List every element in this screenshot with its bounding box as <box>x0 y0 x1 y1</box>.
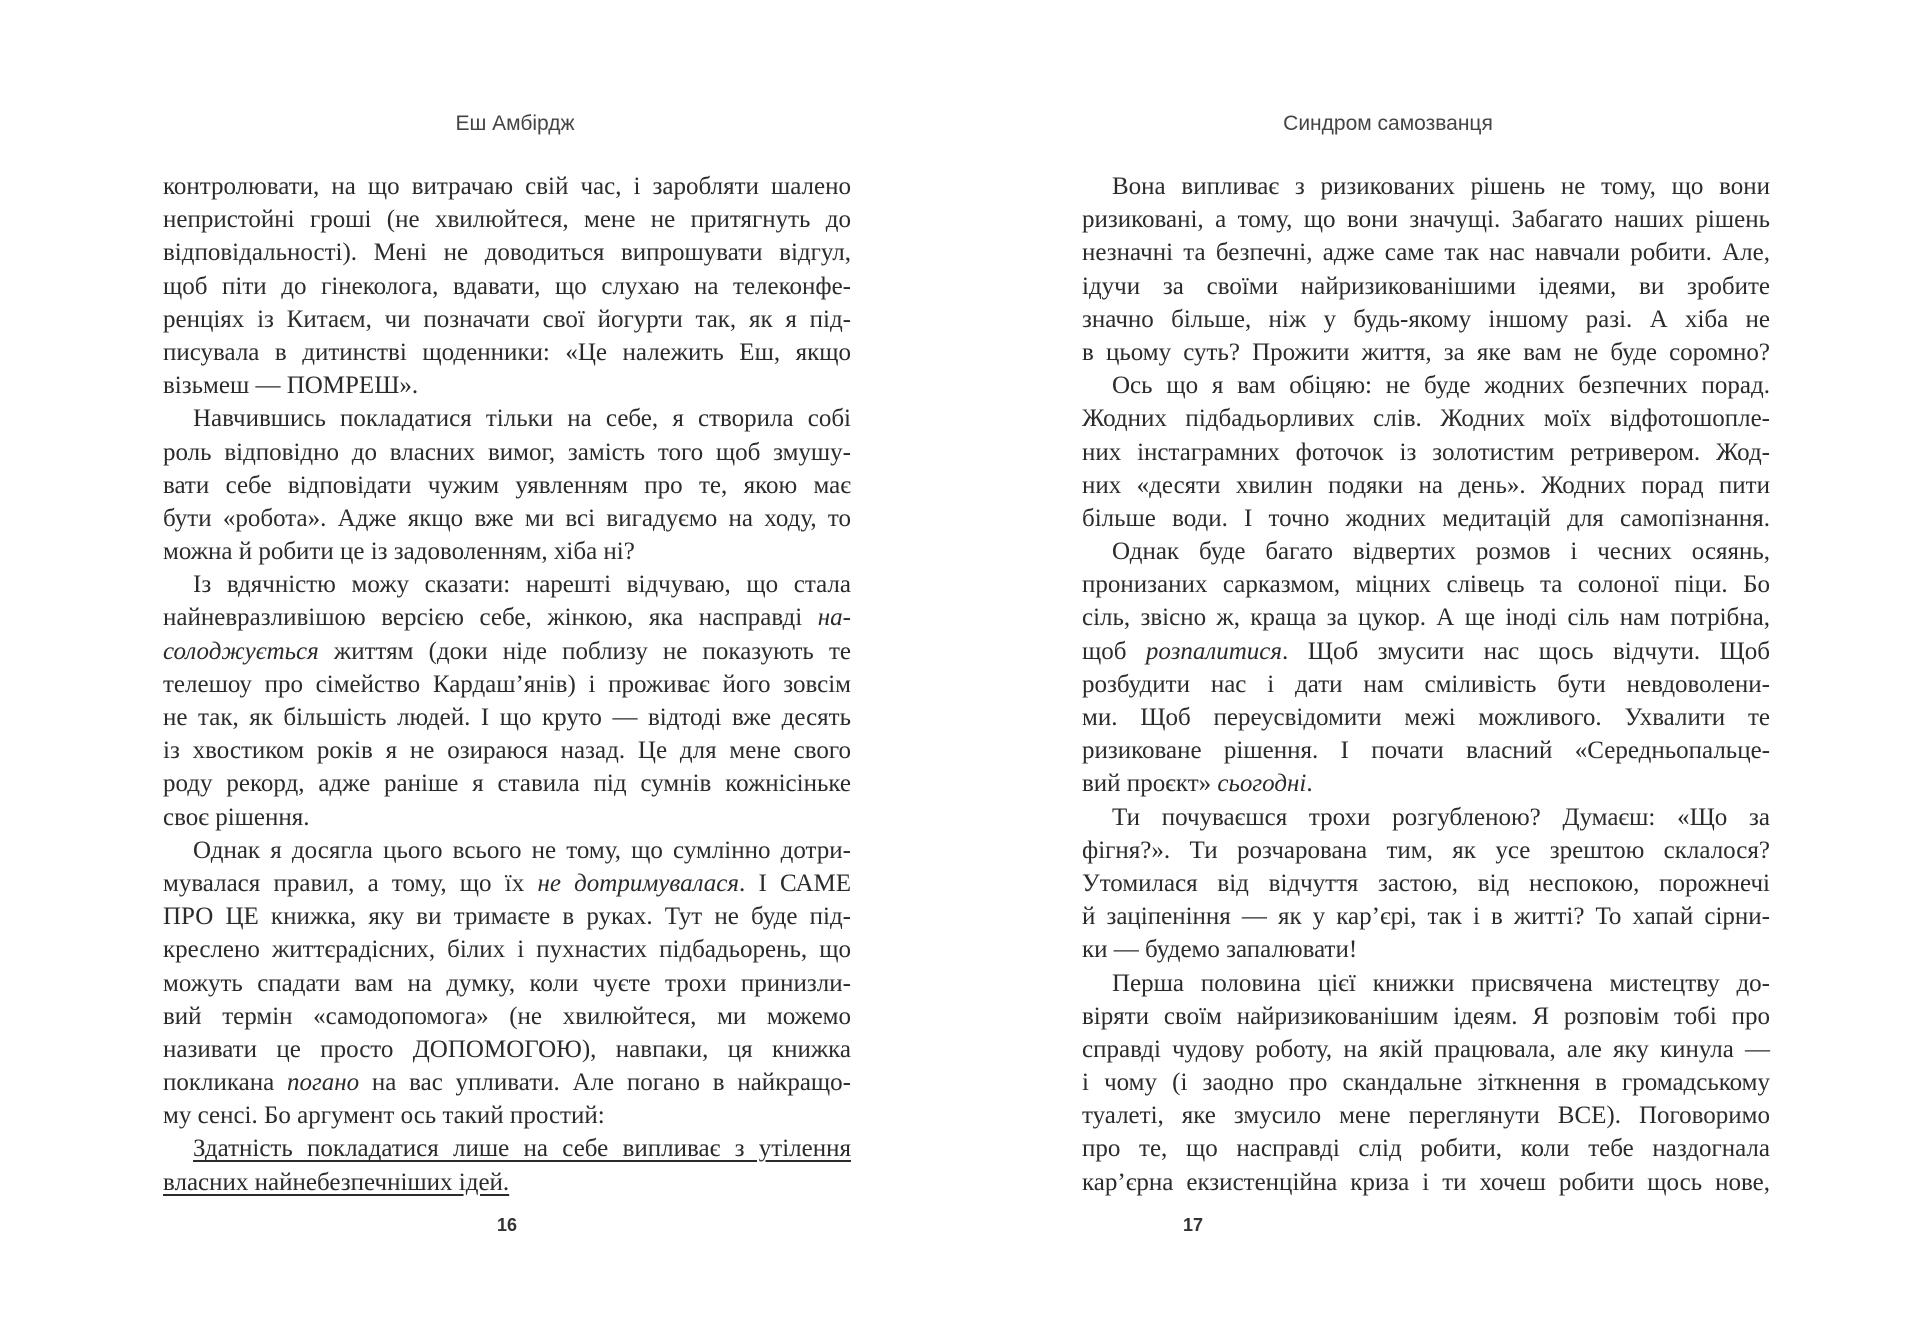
text-line <box>163 369 851 402</box>
emphasis: сьогодні <box>1217 770 1307 798</box>
text-line <box>1082 1166 1770 1199</box>
text-line-content: ренціях із Китаєм, чи позначати свої йогурти так, як я під- <box>163 305 851 333</box>
text-line-content: роль відповідно до власних вимог, замість того щоб змушу- <box>163 438 851 466</box>
text-line-content: му сенсі. Бо аргумент ось такий простий: <box>163 1102 605 1130</box>
text-line-content: Навчившись покладатися тільки на себе, я створила собі <box>193 405 851 433</box>
text-line <box>163 1066 851 1099</box>
text-line <box>1082 601 1770 634</box>
text-line <box>1082 1066 1770 1099</box>
text-line-content: Утомилася від відчуття застою, від неспокою, порожнечі <box>1082 869 1770 897</box>
text-line-content <box>1082 770 1313 797</box>
text-line-content: фігня?». Ти розчарована тим, як усе зрештою склалося? <box>1082 836 1770 864</box>
text-segment: мувалася правил, а тому, що їх <box>163 869 538 897</box>
text-line <box>163 535 851 568</box>
text-line-content <box>163 870 851 897</box>
underlined-statement: Здатність покладатися лише на себе випливає з утілення <box>193 1135 851 1163</box>
text-line <box>163 1033 851 1066</box>
text-line <box>1082 734 1770 767</box>
text-line-content: й заціпеніння — як у кар’єрі, так і в житті? То хапай сірни- <box>1082 903 1770 931</box>
underlined-statement: власних найнебезпечніших ідей. <box>163 1168 510 1196</box>
running-head-title: Синдром самозванця <box>1283 112 1493 135</box>
text-line <box>1082 668 1770 701</box>
right-page-body <box>1082 170 1770 1199</box>
text-line <box>163 203 851 236</box>
emphasis: розпалитися <box>1145 637 1283 665</box>
text-line-content: ідучи за своїми найризикованішими ідеями, ви зробите <box>1082 272 1770 300</box>
text-line-content: візьмеш — ПОМРЕШ». <box>163 372 419 400</box>
text-line <box>163 701 851 734</box>
text-line <box>1082 270 1770 303</box>
text-line-content: можуть спадати вам на думку, коли чуєте трохи принизли- <box>163 969 851 997</box>
text-line-content: непристойні гроші (не хвилюйтеся, мене не притягнуть до <box>163 206 851 234</box>
text-line <box>1082 867 1770 900</box>
text-line <box>1082 436 1770 469</box>
text-line <box>1082 1033 1770 1066</box>
text-line <box>163 734 851 767</box>
text-line <box>1082 967 1770 1000</box>
text-line-content: Однак я досягла цього всього не тому, що сумлінно дотри- <box>193 836 851 864</box>
text-line <box>163 502 851 535</box>
text-line <box>1082 336 1770 369</box>
text-segment: щоб <box>1082 637 1146 665</box>
text-line-content: Вона випливає з ризикованих рішень не тому, що вони <box>1112 173 1770 200</box>
text-line-content: незначні та безпечні, адже саме так нас навчали робити. Але, <box>1082 239 1770 267</box>
text-segment: найневразливішою версією себе, жінкою, яка насправді <box>163 604 818 632</box>
text-line-content: бути «робота». Адже якщо вже ми всі вигадуємо на ходу, то <box>163 504 851 532</box>
text-line-content: Однак буде багато відвертих розмов і чесних осяянь, <box>1112 538 1770 566</box>
text-line-content: роду рекорд, адже раніше я ставила під сумнів кожнісіньке <box>163 770 851 798</box>
text-line-content: називати це просто ДОПОМОГОЮ), навпаки, ця книжка <box>163 1035 851 1063</box>
text-line-content: сіль, звісно ж, краща за цукор. А ще іноді сіль нам потрібна, <box>1082 604 1770 632</box>
text-segment: . І САМЕ <box>739 869 852 897</box>
emphasis: не дотримувалася <box>537 869 740 897</box>
text-line-content: Перша половина цієї книжки присвячена мистецтву до- <box>1112 969 1770 997</box>
page-number-right: 17 <box>1182 1215 1204 1235</box>
text-line-content: своє рішення. <box>163 803 310 831</box>
text-line <box>163 668 851 701</box>
left-page-body <box>163 170 851 1199</box>
text-line <box>1082 535 1770 568</box>
text-line-content: віряти своїм найризикованішим ідеям. Я розповім тобі про <box>1082 1002 1770 1030</box>
text-line-content: писувала в дитинстві щоденники: «Це належить Еш, якщо <box>163 338 851 366</box>
text-line <box>1082 767 1770 800</box>
text-line <box>1082 834 1770 867</box>
text-segment: . <box>1306 770 1313 798</box>
text-line <box>163 1166 851 1199</box>
text-line-content: щоб піти до гінеколога, вдавати, що слухаю на телеконфе- <box>163 272 851 300</box>
text-line <box>163 635 851 668</box>
text-line-content <box>1082 638 1770 665</box>
text-line-content: туалеті, яке змусило мене переглянути ВСЕ). Поговоримо <box>1082 1102 1770 1130</box>
text-line-content: ки — будемо запалювати! <box>1082 936 1358 964</box>
text-line-content: і чому (і заодно про скандальне зіткнення в громадському <box>1082 1069 1770 1097</box>
emphasis: на- <box>817 604 851 632</box>
text-line-content: в цьому суть? Прожити життя, за яке вам не буде соромно? <box>1082 338 1770 366</box>
text-line <box>1082 1099 1770 1132</box>
text-line-content: кар’єрна екзистенційна криза і ти хочеш робити щось нове, <box>1082 1168 1770 1196</box>
text-line <box>1082 170 1770 203</box>
text-line-content: значно більше, ніж у будь-якому іншому разі. А хіба не <box>1082 305 1770 333</box>
text-line <box>163 568 851 601</box>
text-line <box>1082 635 1770 668</box>
text-line <box>163 236 851 269</box>
text-line-content: них інстаграмних фоточок із золотистим ретривером. Жод- <box>1082 438 1770 466</box>
text-line <box>1082 469 1770 502</box>
text-line-content: із хвостиком років я не озираюся назад. Це для мене свого <box>163 737 851 765</box>
text-line-content: вати себе відповідати чужим уявленням про те, якою має <box>163 471 851 499</box>
text-segment: покликана <box>163 1069 287 1097</box>
running-head-author: Еш Амбірдж <box>455 112 575 135</box>
text-line <box>163 1099 851 1132</box>
text-line-content: Із вдячністю можу сказати: нарешті відчуваю, що стала <box>193 571 851 599</box>
text-line-content: ПРО ЦЕ книжка, яку ви тримаєте в руках. Тут не буде під- <box>163 903 851 931</box>
text-line-content: відповідальності). Мені не доводиться випрошувати відгул, <box>163 239 851 267</box>
text-line-content: креслено життєрадісних, білих і пухнастих підбадьорень, що <box>163 936 851 964</box>
text-line-content: Жодних підбадьорливих слів. Жодних моїх відфотошопле- <box>1082 405 1770 433</box>
text-line-content: них «десяти хвилин подяки на день». Жодних порад пити <box>1082 471 1770 499</box>
text-segment: вий проєкт» <box>1082 770 1218 798</box>
text-line <box>1082 402 1770 435</box>
text-line-content: не так, як більшість людей. І що круто — відтоді вже десять <box>163 704 851 731</box>
text-line-content: розбудити нас і дати нам сміливість бути невдоволени- <box>1082 670 1770 698</box>
text-line-content <box>163 638 851 665</box>
text-line <box>1082 236 1770 269</box>
text-line-content <box>163 604 851 631</box>
text-line-content: телешоу про сімейство Кардаш’янів) і проживає його зовсім <box>163 670 851 698</box>
text-line <box>163 336 851 369</box>
text-line <box>163 933 851 966</box>
text-line <box>1082 1132 1770 1165</box>
right-page <box>960 0 1920 1343</box>
text-line <box>163 867 851 900</box>
text-line <box>1082 933 1770 966</box>
text-line <box>163 767 851 800</box>
text-line <box>163 436 851 469</box>
text-line <box>1082 303 1770 336</box>
text-line <box>1082 1000 1770 1033</box>
page-number-left: 16 <box>496 1215 518 1235</box>
text-line-content: Ось що я вам обіцяю: не буде жодних безпечних порад. <box>1112 372 1770 400</box>
text-segment: життям (доки ніде поблизу не показують те <box>318 637 851 665</box>
text-line <box>163 900 851 933</box>
emphasis: погано <box>286 1069 360 1097</box>
text-line-content: вий термін «самодопомога» (не хвилюйтеся, ми можемо <box>163 1002 851 1030</box>
text-line-content <box>163 1069 851 1096</box>
text-line-content: про те, що насправді слід робити, коли тебе наздогнала <box>1082 1135 1770 1163</box>
text-line <box>163 170 851 203</box>
text-line <box>1082 203 1770 236</box>
text-line <box>163 1132 851 1165</box>
text-line-content: ризиковане рішення. І почати власний «Середньопальце- <box>1082 737 1770 765</box>
text-line <box>163 270 851 303</box>
text-line-content: ризиковані, а тому, що вони значущі. Забагато наших рішень <box>1082 206 1770 234</box>
text-segment: . Щоб змусити нас щось відчути. Щоб <box>1282 637 1770 665</box>
text-line <box>163 834 851 867</box>
text-line-content: можна й робити це із задоволенням, хіба ні? <box>163 538 635 566</box>
text-line-content: справді чудову роботу, на якій працювала, але яку кинула — <box>1082 1035 1770 1063</box>
text-line <box>163 967 851 1000</box>
emphasis: солоджується <box>163 637 319 665</box>
text-line <box>1082 701 1770 734</box>
text-line <box>163 303 851 336</box>
text-line-content: Ти почуваєшся трохи розгубленою? Думаєш: «Що за <box>1112 803 1770 831</box>
text-line <box>1082 369 1770 402</box>
text-line <box>1082 900 1770 933</box>
text-line <box>1082 502 1770 535</box>
text-line <box>163 469 851 502</box>
text-line <box>1082 801 1770 834</box>
text-line <box>163 402 851 435</box>
text-line-content: ми. Щоб переусвідомити межі можливого. Ухвалити те <box>1082 704 1770 731</box>
text-line-content: більше води. І точно жодних медитацій для самопізнання. <box>1082 504 1770 532</box>
text-line <box>1082 568 1770 601</box>
text-line <box>163 1000 851 1033</box>
text-line <box>163 601 851 634</box>
text-line-content: контролювати, на що витрачаю свій час, і заробляти шалено <box>163 173 851 200</box>
text-line-content: пронизаних сарказмом, міцних слівець та солоної піци. Бо <box>1082 571 1770 599</box>
text-line <box>163 801 851 834</box>
text-segment: на вас упливати. Але погано в найкращо- <box>359 1069 851 1097</box>
